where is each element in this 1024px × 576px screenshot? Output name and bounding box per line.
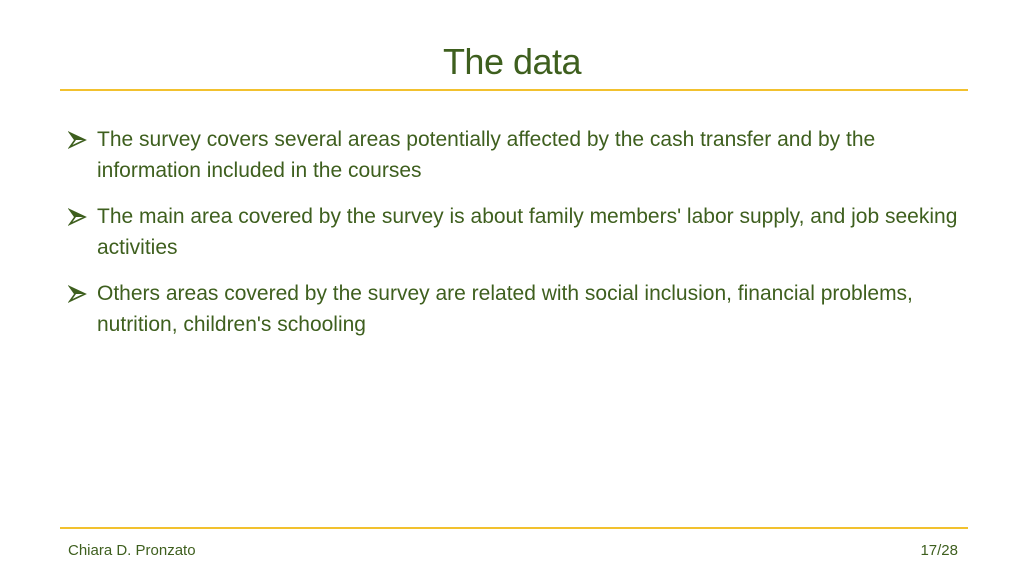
- bullet-text: Others areas covered by the survey are related with social inclusion, financial problems, nutrition, children's schooling: [97, 282, 913, 336]
- page-number: 17/28: [920, 542, 958, 559]
- bullet-text: The survey covers several areas potentially affected by the cash transfer and by the information included in the courses: [97, 128, 876, 182]
- arrow-bullet-icon: [68, 207, 88, 227]
- footer-author: Chiara D. Pronzato: [68, 542, 196, 559]
- bullet-item: [68, 124, 968, 186]
- bullet-list: [68, 124, 968, 355]
- bullet-item: [68, 278, 968, 340]
- bullet-text: The main area covered by the survey is about family members' labor supply, and job seeking activities: [97, 205, 958, 259]
- bullet-item: [68, 201, 968, 263]
- arrow-bullet-icon: [68, 284, 88, 304]
- slide-title: The data: [442, 41, 582, 82]
- footer-divider: [60, 527, 968, 529]
- arrow-bullet-icon: [68, 130, 88, 150]
- title-divider: [60, 89, 968, 91]
